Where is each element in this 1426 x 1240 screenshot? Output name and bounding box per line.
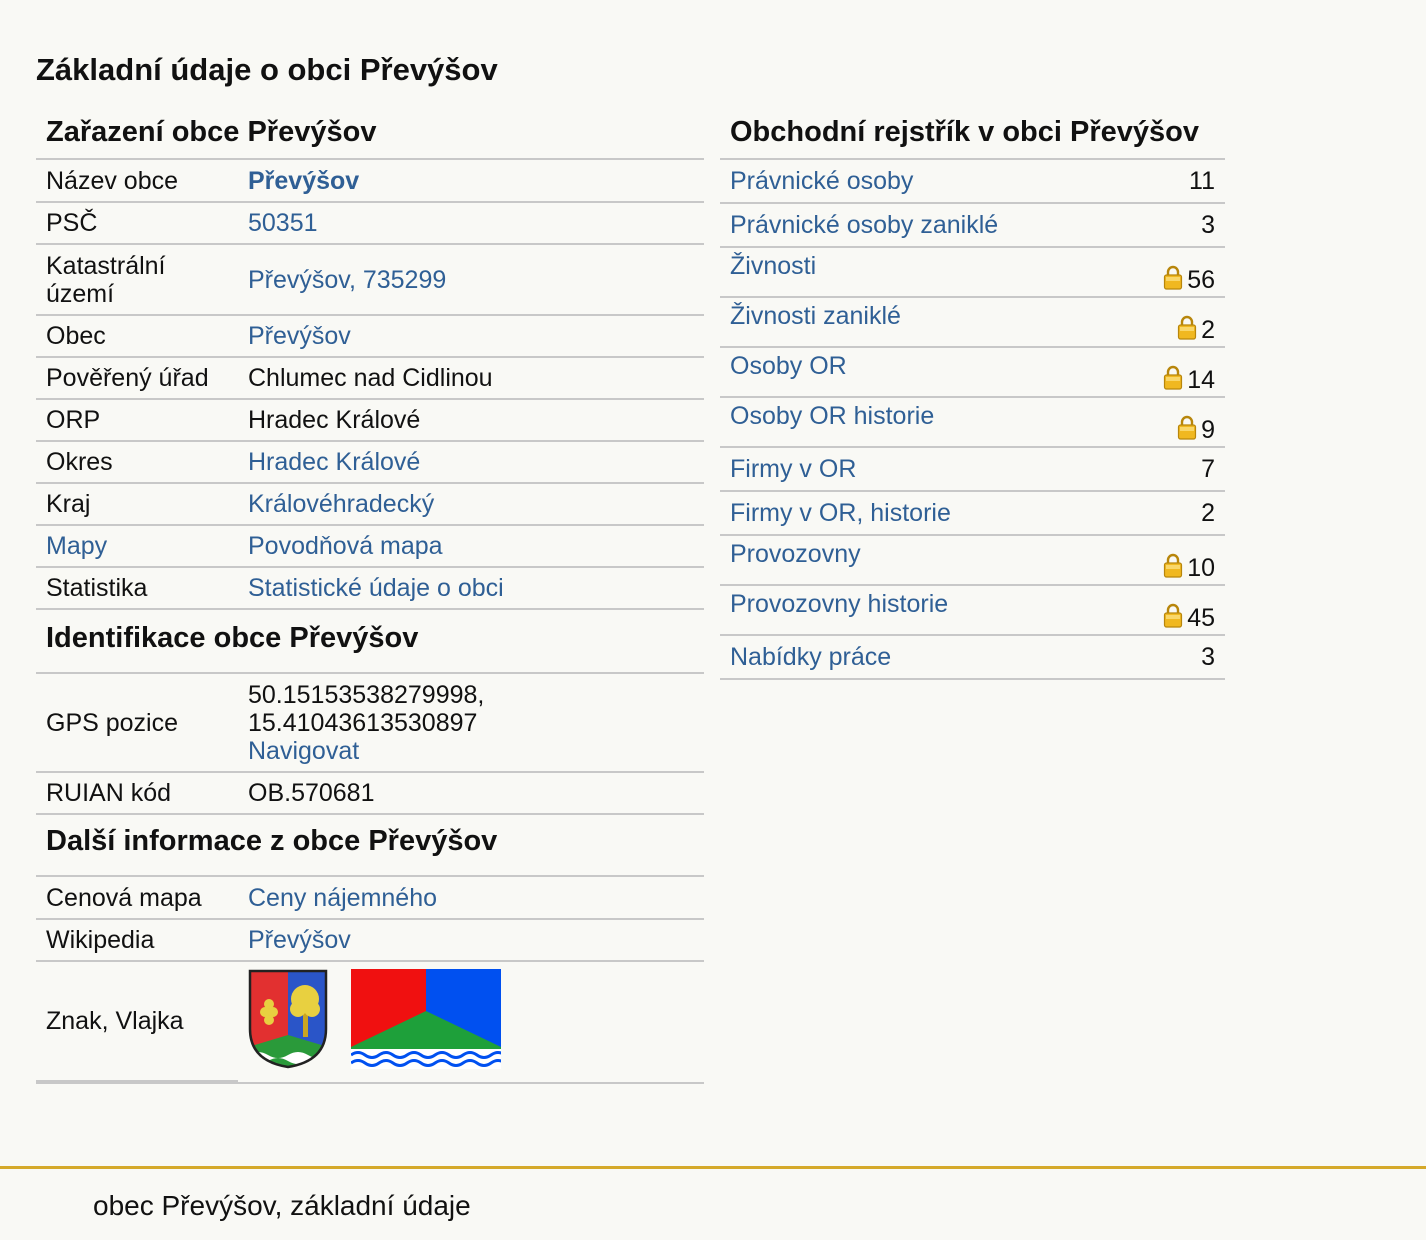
row-key: ORP [36, 399, 238, 441]
rent-prices-link[interactable]: Ceny nájemného [248, 883, 438, 912]
register-count: 2 [1201, 316, 1215, 344]
register-count-cell [1125, 447, 1225, 491]
navigate-link[interactable]: Navigovat [248, 736, 360, 765]
table-row [36, 244, 704, 315]
lock-icon [1163, 552, 1183, 578]
register-row [720, 297, 1225, 347]
register-table [720, 160, 1225, 680]
register-row [720, 447, 1225, 491]
municipality-name-link[interactable]: Převýšov [248, 166, 360, 195]
register-link[interactable]: Právnické osoby [730, 167, 914, 195]
register-count: 7 [1201, 455, 1215, 483]
table-row [36, 441, 704, 483]
register-count-cell [1125, 297, 1225, 347]
gps-latitude: 50.15153538279998, [248, 680, 485, 709]
register-link[interactable]: Živnosti zaniklé [730, 302, 901, 330]
register-count-cell [1125, 491, 1225, 535]
table-row [36, 919, 704, 961]
register-count-cell [1125, 585, 1225, 635]
register-count: 3 [1201, 211, 1215, 239]
register-row [720, 397, 1225, 447]
table-row [36, 961, 704, 1081]
register-count: 56 [1187, 266, 1215, 294]
register-count: 14 [1187, 366, 1215, 394]
register-count: 9 [1201, 416, 1215, 444]
row-key: Obec [36, 315, 238, 357]
table-row [36, 525, 704, 567]
register-count: 10 [1187, 554, 1215, 582]
register-count-cell [1125, 635, 1225, 679]
table-bottom-rule [36, 1082, 704, 1084]
ruian-value: OB.570681 [238, 772, 704, 814]
table-row [36, 160, 704, 202]
footer-text: obec Převýšov, základní údaje [93, 1190, 471, 1221]
row-key: PSČ [36, 202, 238, 244]
flood-map-link[interactable]: Povodňová mapa [248, 532, 443, 560]
row-key: Wikipedia [36, 919, 238, 961]
district-link[interactable]: Hradec Králové [248, 448, 421, 476]
register-link[interactable]: Provozovny [730, 540, 861, 568]
table-row [36, 399, 704, 441]
register-row [720, 347, 1225, 397]
region-link[interactable]: Královéhradecký [248, 490, 435, 518]
register-count: 3 [1201, 643, 1215, 671]
footer-rule [0, 1166, 1426, 1169]
register-row [720, 160, 1225, 203]
register-row [720, 585, 1225, 635]
lock-icon [1177, 414, 1197, 440]
coat-of-arms[interactable] [248, 969, 328, 1069]
row-key: Kraj [36, 483, 238, 525]
table-row [36, 357, 704, 399]
register-row [720, 247, 1225, 297]
classification-heading: Zařazení obce Převýšov [36, 110, 704, 160]
authorized-office-value: Chlumec nad Cidlinou [238, 357, 704, 399]
row-key: Cenová mapa [36, 877, 238, 919]
row-key: Název obce [36, 160, 238, 202]
table-row [36, 202, 704, 244]
table-row [36, 772, 704, 814]
cadastral-area-link[interactable]: Převýšov, 735299 [248, 265, 447, 294]
register-count: 45 [1187, 604, 1215, 632]
orp-value: Hradec Králové [238, 399, 704, 441]
postal-code-link[interactable]: 50351 [248, 209, 318, 237]
register-row [720, 203, 1225, 247]
register-row [720, 535, 1225, 585]
lock-icon [1163, 264, 1183, 290]
lock-icon [1163, 364, 1183, 390]
register-count: 11 [1189, 167, 1215, 195]
register-heading: Obchodní rejstřík v obci Převýšov [720, 110, 1225, 160]
register-count-cell [1125, 535, 1225, 585]
register-count-cell [1125, 397, 1225, 447]
table-row [36, 315, 704, 357]
register-row [720, 491, 1225, 535]
row-key: RUIAN kód [36, 772, 238, 814]
register-link[interactable]: Živnosti [730, 252, 817, 280]
lock-icon [1163, 602, 1183, 628]
wikipedia-link[interactable]: Převýšov [248, 926, 351, 954]
statistics-link[interactable]: Statistické údaje o obci [248, 574, 504, 602]
classification-table [36, 160, 704, 610]
table-row [36, 877, 704, 919]
row-key: Katastrální území [36, 244, 238, 315]
left-column [36, 110, 704, 1084]
register-count-cell [1125, 203, 1225, 247]
register-count: 2 [1201, 499, 1215, 527]
page-title: Základní údaje o obci Převýšov [36, 52, 498, 87]
register-link[interactable]: Osoby OR historie [730, 402, 935, 430]
maps-link[interactable]: Mapy [46, 532, 108, 560]
row-key: Okres [36, 441, 238, 483]
register-count-cell [1125, 160, 1225, 203]
register-count-cell [1125, 247, 1225, 297]
row-key: Pověřený úřad [36, 357, 238, 399]
municipality-link[interactable]: Převýšov [248, 322, 351, 350]
more-info-table [36, 877, 704, 1082]
identification-heading: Identifikace obce Převýšov [36, 610, 704, 674]
gps-longitude: 15.41043613530897 [248, 708, 478, 737]
register-link[interactable]: Nabídky práce [730, 643, 892, 671]
table-row [36, 567, 704, 609]
register-row [720, 635, 1225, 679]
table-row [36, 483, 704, 525]
more-info-heading: Další informace z obce Převýšov [36, 815, 704, 877]
register-link[interactable]: Právnické osoby zaniklé [730, 211, 999, 239]
right-column [720, 110, 1225, 680]
row-key: Statistika [36, 567, 238, 609]
flag[interactable] [351, 969, 501, 1069]
lock-icon [1177, 314, 1197, 340]
register-link[interactable]: Firmy v OR [730, 455, 857, 483]
identification-table [36, 674, 704, 815]
row-key: Znak, Vlajka [36, 961, 238, 1081]
table-row [36, 674, 704, 772]
row-key: GPS pozice [36, 674, 238, 772]
register-link[interactable]: Provozovny historie [730, 590, 949, 618]
register-link[interactable]: Firmy v OR, historie [730, 499, 951, 527]
register-count-cell [1125, 347, 1225, 397]
register-link[interactable]: Osoby OR [730, 352, 847, 380]
